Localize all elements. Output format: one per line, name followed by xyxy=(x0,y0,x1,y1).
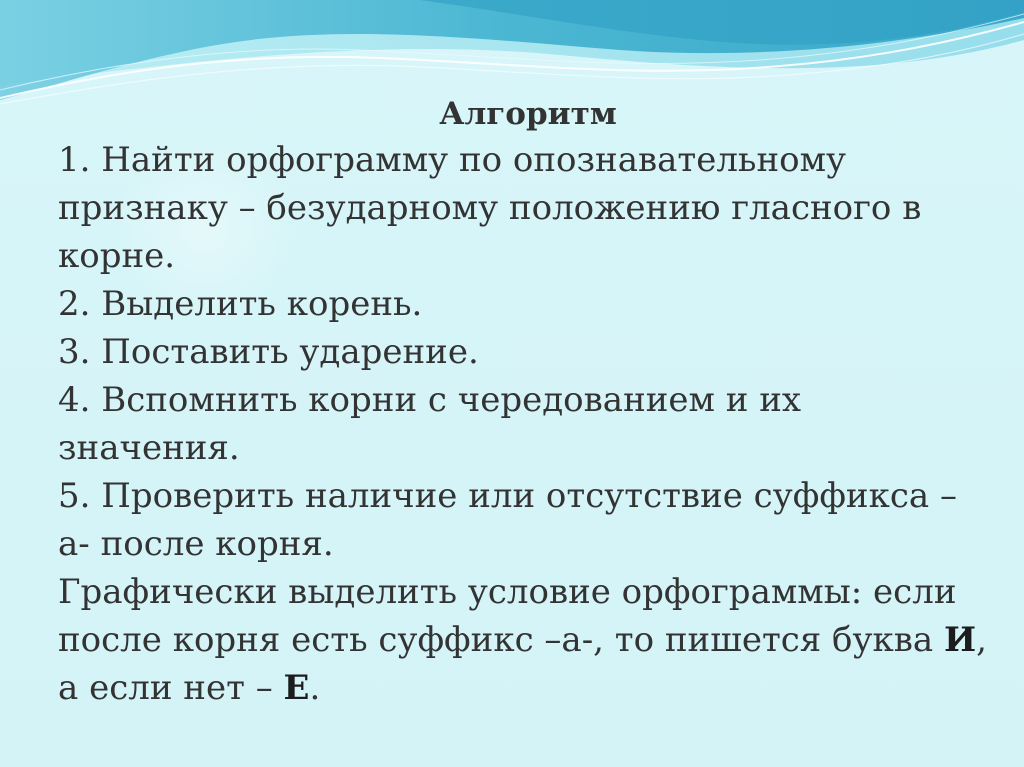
final-rule-text-3: . xyxy=(309,668,321,708)
final-rule-text-1: Графически выделить условие орфограммы: если после корня есть суффикс –а-, то пишется буква xyxy=(58,572,957,660)
letter-e: Е xyxy=(283,668,310,708)
slide-title: Алгоритм xyxy=(439,96,617,132)
step-1: 1. Найти орфограмму по опознавательному признаку – безударному положению гласного в корне. xyxy=(58,140,922,276)
final-rule-text-2: , а если нет – xyxy=(58,620,987,708)
final-rule xyxy=(58,568,988,712)
slide-content xyxy=(58,92,988,712)
letter-i: И xyxy=(944,620,977,660)
step-3: 3. Поставить ударение. xyxy=(58,332,479,372)
step-2: 2. Выделить корень. xyxy=(58,284,423,324)
step-5: 5. Проверить наличие или отсутствие суффикса –а- после корня. xyxy=(58,476,957,564)
step-4: 4. Вспомнить корни с чередованием и их значения. xyxy=(58,380,802,468)
